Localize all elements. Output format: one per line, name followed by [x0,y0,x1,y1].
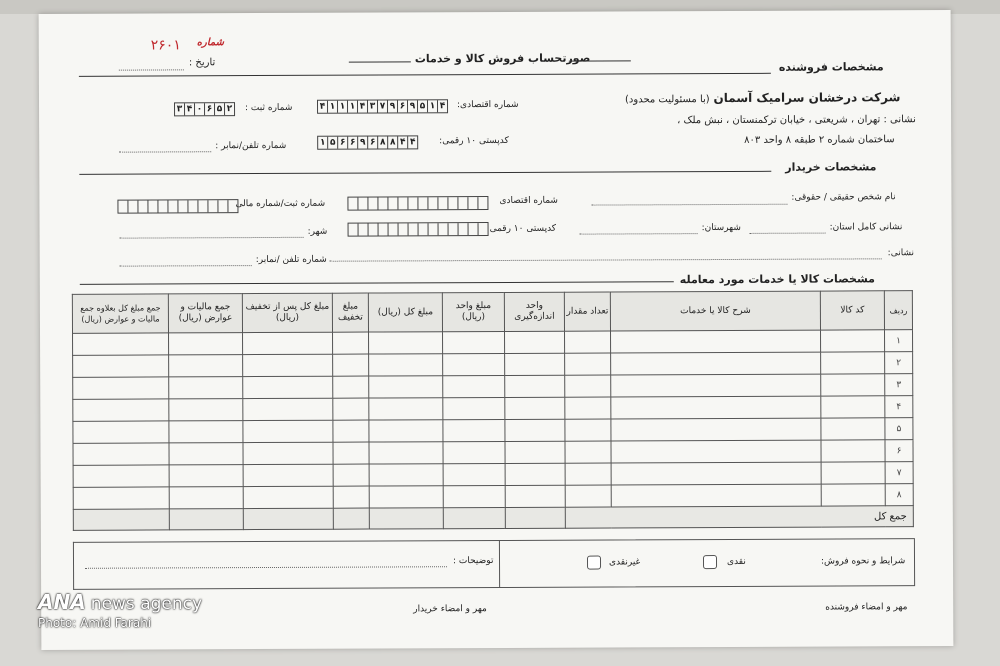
empty-box [118,201,127,213]
seller-signature-label: مهر و امضاء فروشنده [825,602,908,613]
digit-box: ۷ [377,100,387,112]
buyer-phone-label: شماره تلفن /نمابر: [255,254,327,266]
buyer-name-field [591,204,787,206]
digit-box: ۲ [224,103,234,115]
digit-box: ۶ [347,137,357,149]
empty-box [217,200,227,212]
digit-box: ۳ [176,104,183,115]
buyer-county-field [580,233,698,235]
digit-box: ۴ [319,101,326,112]
empty-box [477,197,487,209]
seller-address-line2: ساختمان شماره ۲ طبقه ۸ واحد ۸۰۳ [744,134,895,146]
row-number: ۱ [885,330,913,352]
digit-box: ۴ [397,136,407,148]
buyer-name-label: نام شخص حقیقی / حقوقی: [791,192,896,203]
seller-postal-digits [317,135,418,149]
buyer-economic-label: شماره اقتصادی [499,195,558,206]
empty-box [147,200,157,212]
empty-box [167,200,177,212]
empty-box [348,198,357,210]
buyer-address-field [330,258,882,261]
empty-box [367,198,377,210]
title-rule-right [569,60,631,61]
digit-box: ۱ [427,100,437,112]
buyer-section-rule [79,171,771,175]
seller-address-line1: نشانی : تهران ، شریعتی ، خیابان ترکمنستان ، نبش ملک ، [677,114,916,127]
empty-box [457,197,467,209]
seller-section-rule [79,73,771,77]
col-tax: جمع مالیات و عوارض (ریال) [168,294,242,333]
empty-box [207,200,217,212]
empty-box [349,224,358,236]
buyer-phone-field [120,265,252,267]
col-description: شرح کالا یا خدمات [610,291,820,331]
col-item-code: کد کالا [820,291,884,330]
col-grand-total: جمع مبلغ کل بعلاوه جمع مالیات و عوارض (ریال) [72,294,168,333]
digit-box: ۸ [387,136,397,148]
empty-box [398,223,408,235]
notes-label: توضیحات : [452,556,494,567]
cash-checkbox[interactable] [703,555,717,569]
digit-box: ۶ [337,137,347,149]
empty-box [478,223,488,235]
seller-reg-digits [174,102,235,116]
digit-box: ۵ [214,103,224,115]
row-number: ۳ [885,374,913,396]
digit-box: ۳ [367,101,377,113]
company-type: (با مسئولیت محدود) [624,94,710,106]
digit-box: ۸ [377,136,387,148]
noncash-label: غیرنقدی [608,557,641,568]
items-section-rule [80,281,674,285]
empty-box [408,223,418,235]
empty-box [137,201,147,213]
digit-box: ۱ [327,101,337,113]
form-title: صورتحساب فروش کالا و خدمات [414,51,591,66]
buyer-postal-label: کدپستی ۱۰ رقمی [489,223,557,235]
empty-box [187,200,197,212]
company-name-text: شرکت درخشان سرامیک آسمان [713,90,901,106]
buyer-section-title: مشخصات خریدار [785,160,877,174]
empty-box [447,197,457,209]
empty-box [177,200,187,212]
empty-box [418,223,428,235]
empty-box [368,224,378,236]
date-field [119,69,184,70]
empty-box [397,197,407,209]
digit-box: ۴ [407,136,417,148]
empty-box [227,200,237,212]
col-total-price: مبلغ کل (ریال) [368,293,442,332]
seller-phone-field [119,151,211,152]
buyer-postal-boxes [348,222,489,237]
watermark-brand: ANA [38,590,86,614]
empty-box [387,197,397,209]
empty-box [197,200,207,212]
buyer-address-label: نشانی: [887,248,915,259]
digit-box: ۴ [357,101,367,113]
invoice-number-label: شماره [196,37,225,49]
ana-watermark [38,590,202,630]
seller-phone-label: شماره تلفن/نمابر : [215,140,287,152]
buyer-province-label: نشانی کامل استان: [829,222,903,233]
buyer-city-label: شهر: [307,226,328,237]
empty-box [437,197,447,209]
seller-economic-label: شماره اقتصادی: [456,99,519,111]
digit-box: ۴ [437,100,447,112]
items-header-row [72,291,912,334]
row-number: ۶ [885,440,913,462]
digit-box: ۶ [397,100,407,112]
notes-box [73,540,500,590]
col-after-discount: مبلغ کل پس از تخفیف (ریال) [242,293,332,332]
buyer-province-field [750,233,826,234]
noncash-checkbox[interactable] [587,556,601,570]
seller-section-title: مشخصات فروشنده [778,60,884,74]
invoice-sheet [39,10,954,650]
col-quantity: تعداد مقدار [564,292,610,331]
total-row [73,506,913,531]
row-number: ۵ [885,418,913,440]
row-number: ۴ [885,396,913,418]
empty-box [448,223,458,235]
col-discount: مبلغ تخفیف [332,293,368,332]
col-unit: واحد اندازه‌گیری [504,292,564,331]
total-label [565,506,913,529]
watermark-agency: news agency [90,594,203,614]
digit-box: ۱ [319,137,326,148]
digit-box: ۵ [327,137,337,149]
total-label-text: جمع کل [873,510,907,522]
col-unit-price: مبلغ واحد (ریال) [442,292,504,331]
date-label: تاریخ : [188,57,216,69]
empty-box [358,224,368,236]
buyer-county-label: شهرستان: [701,222,741,234]
company-name [625,90,900,105]
seller-reg-label: شماره ثبت : [245,102,293,114]
buyer-city-field [120,237,304,239]
terms-label: شرایط و نحوه فروش: [820,556,906,567]
invoice-number: ۲۶۰۱ [150,37,181,54]
digit-box: ۱ [347,101,357,113]
empty-box [357,198,367,210]
digit-box: ۴ [184,103,194,115]
empty-box [427,197,437,209]
empty-box [417,197,427,209]
cash-label: نقدی [726,556,746,567]
row-number: ۷ [885,462,913,484]
empty-box [468,223,478,235]
empty-box [428,223,438,235]
digit-box: ۱ [337,101,347,113]
watermark-photo-credit: Photo: Amid Farahi [38,616,152,630]
buyer-reg-boxes [117,199,238,214]
empty-box [467,197,477,209]
title-rule-left [349,61,411,62]
digit-box: ۹ [357,137,367,149]
col-row-number: ردیف [884,291,912,330]
empty-box [377,197,387,209]
empty-box [127,201,137,213]
row-number: ۸ [885,484,913,506]
digit-box: ۹ [387,100,397,112]
digit-box: ۰ [194,103,204,115]
items-table [72,290,914,531]
row-number: ۲ [885,352,913,374]
digit-box: ۵ [417,100,427,112]
buyer-signature-label: مهر و امضاء خریدار [413,604,487,615]
seller-economic-digits [317,99,448,114]
buyer-economic-boxes [347,196,488,211]
items-section-title: مشخصات کالا یا خدمات مورد معامله [679,272,875,287]
digit-box: ۶ [204,103,214,115]
seller-postal-label: کدپستی ۱۰ رقمی: [439,135,509,147]
digit-box: ۶ [367,137,377,149]
empty-box [378,223,388,235]
empty-box [388,223,398,235]
digit-box: ۹ [407,100,417,112]
empty-box [458,223,468,235]
empty-box [157,200,167,212]
empty-box [438,223,448,235]
buyer-reg-label: شماره ثبت/شماره مالی [235,198,326,210]
empty-box [407,197,417,209]
